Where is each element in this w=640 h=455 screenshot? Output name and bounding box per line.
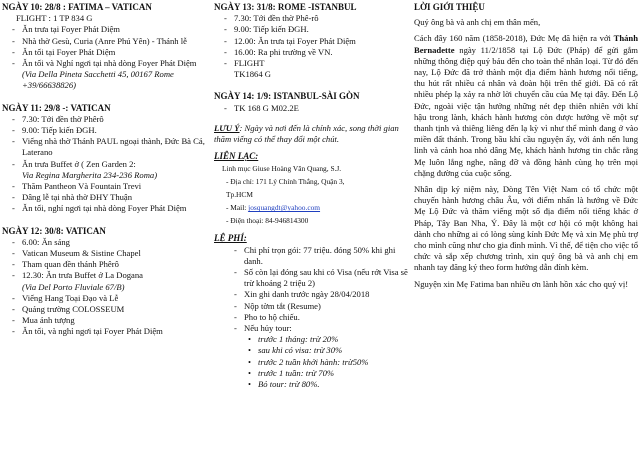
list-item: • Bỏ tour: trừ 80%.: [248, 379, 409, 390]
day12-section: [2, 226, 207, 338]
day12-address: (Via Del Porto Fluviale 67/B): [22, 281, 125, 292]
intro-paragraph-1: [414, 33, 638, 179]
cancel-list: [244, 334, 409, 390]
contact-heading: LIÊN LẠC:: [214, 151, 259, 162]
list-item: - Mua ảnh tượng: [12, 315, 207, 326]
cancel-label: Nếu hủy tour:: [244, 323, 292, 334]
day11-address: Via Regina Margherita 234-236 Roma): [22, 169, 158, 180]
day12-heading: NGÀY 12: 30/8: VATICAN: [2, 225, 106, 236]
list-item: • trước 1 tháng: trừ 20%: [248, 334, 409, 345]
list-item: - Tham quan đền thánh Phêrô: [12, 259, 207, 270]
day14-list: [214, 103, 409, 114]
day12-list-2: [2, 293, 207, 338]
day11-section: [2, 103, 207, 215]
day10-address: (Via Della Pineta Sacchetti 45, 00167 Rome +39/66638826): [22, 69, 174, 91]
list-item: - 12.30: Ăn trưa Buffet ở La Dogana: [12, 270, 207, 281]
list-item: - 7.30: Tới đền thờ Phê-rô: [224, 13, 409, 24]
intro-text: ngày 11/2/1858 tại Lộ Đức (Pháp) để gửi gắm những thông điệp quý báu đến cho toàn thể nhân loại. Từ đó đến nay, Lộ Đức đã trở thành một địa điểm hành hương nổi tiếng, thu hút rất nhiều cá nhân và đoàn hội trên thế giới. Đã có rất nhiều phép lạ xảy ra nhờ lời chuyển cầu của Mẹ tại đây. Đến Lộ Đức, ngoài việc tận hưởng những nét đẹp thiên nhiên với khí hậu trong lành, khách hành hương còn được hướng về một sự thanh tịnh và thiêng liêng đến lạ kỳ vì như thể mình đang ở vào miền đất thánh. Trong bầu khí cầu nguyện ấy, với ánh nến lung linh và cảnh hoa nhỏ dâng Mẹ, khách hành hương tin chắc rằng Mẹ luôn lắng nghe, nâng đỡ và đồng hành cùng họ trên mọi chặng đường của cuộc sống.: [414, 44, 638, 178]
intro-paragraph-2: Nhân dịp kỷ niệm này, Dòng Tên Việt Nam có tổ chức một chuyến hành hương châu Âu, với điểm nhấn là hướng về Đức Mẹ Lộ Đức và thăm viếng một số địa điểm nổi tiếng khác ở Pháp, Tây Ban Nha, Ý. Đây là một cơ hội có một không hai dành cho những ai có lòng sùng kính Đức Mẹ và xin Mẹ phù trợ cho mình cũng như cho gia đình mình. Vì thế, để tiện cho việc tổ chức và sắp xếp chương trình, xin quý ông bà và anh chị em nhanh tay đăng ký theo form hướng dẫn đính kèm.: [414, 184, 638, 273]
intro-text: Cách đây 160 năm (1858-2018), Đức Mẹ đã hiện ra với: [414, 33, 614, 44]
list-item: - 9.00: Tiếp kiến ĐGH.: [224, 24, 409, 35]
intro-paragraph-3: Nguyện xin Mẹ Fatima ban nhiều ơn lành hồn xác cho quý vị!: [414, 278, 629, 289]
list-item: - Dâng lễ tại nhà thờ ĐHY Thuận: [12, 192, 207, 203]
contact-block: [214, 162, 409, 227]
fee-heading: LỆ PHÍ:: [214, 233, 247, 244]
list-item: - Ăn tối tại Foyer Phát Diệm: [12, 47, 207, 58]
list-item: - Viếng Hang Toại Đạo và Lễ: [12, 293, 207, 304]
day10-list: [2, 24, 207, 69]
list-item: - Số còn lại đóng sau khi có Visa (nếu rớt Visa sẽ trừ khoảng 2 triệu 2): [234, 267, 409, 289]
day11-heading: NGÀY 11: 29/8 -: VATICAN: [2, 102, 111, 113]
list-item: - TK 168 G M02.2E: [224, 103, 409, 114]
list-item: • trước 1 tuần: trừ 70%: [248, 368, 409, 379]
list-item: - Nhà thờ Gesù, Curia (Anre Phú Yên) - Thánh lễ: [12, 36, 207, 47]
day12-list: [2, 237, 207, 282]
day10-section: [2, 2, 207, 92]
day13-heading: NGÀY 13: 31/8: ROME -ISTANBUL: [214, 2, 357, 12]
list-item: • sau khi có visa: trừ 30%: [248, 345, 409, 356]
contact-city: Tp.HCM: [226, 190, 253, 200]
list-item: - 6.00: Ăn sáng: [12, 237, 207, 248]
list-item: - FLIGHT TK1864 G: [224, 58, 409, 80]
day14-heading: NGÀY 14: 1/9: ISTANBUL-SÀI GÒN: [214, 91, 360, 102]
contact-address: 171 Lý Chính Thắng, Quận 3,: [255, 177, 345, 187]
intro-heading: LỜI GIỚI THIỆU: [414, 2, 485, 12]
itinerary-column-1: [2, 2, 207, 338]
day11-list: [2, 114, 207, 170]
list-item: - Ăn tối, và nghỉ ngơi tại Foyer Phát Diệm: [12, 326, 207, 337]
day10-flight: FLIGHT : 1 TP 834 G: [16, 13, 93, 24]
list-item: • trước 2 tuần khởi hành: trừ50%: [248, 357, 409, 368]
list-item: - Viếng nhà thờ Thánh PAUL ngoại thành, Đức Bà Cả, Laterano: [12, 136, 207, 158]
list-item: - Ăn trưa Buffet ở ( Zen Garden 2:: [12, 159, 207, 170]
list-item: - Ăn trưa tại Foyer Phát Diệm: [12, 24, 207, 35]
introduction-column: [414, 2, 638, 295]
list-item: [234, 323, 409, 390]
contact-mail-line: [222, 201, 409, 214]
fee-list: [214, 245, 409, 391]
note-label: LƯU Ý: [214, 122, 240, 133]
contact-name: Linh mục Giuse Hoàng Văn Quang, S.J.: [222, 164, 342, 174]
list-item: - 16.00: Ra phi trường về VN.: [224, 47, 409, 58]
saint-name: Thánh Bernadette: [414, 33, 638, 55]
list-item: - Ăn tối và Nghỉ ngơi tại nhà dòng Foyer Phát Diệm: [12, 58, 207, 69]
intro-greeting: Quý ông bà và anh chị em thân mến,: [414, 17, 541, 28]
list-item: - Quảng trường COLOSSEUM: [12, 304, 207, 315]
list-item: - Vatican Museum & Sistine Chapel: [12, 248, 207, 259]
list-item: - Xin ghi danh trước ngày 28/04/2018: [234, 289, 409, 300]
contact-mail-link[interactable]: josquangdt@yahoo.com: [248, 203, 321, 213]
contact-address-line: [222, 175, 409, 188]
list-item: - Pho to hộ chiếu.: [234, 312, 409, 323]
day13-list: [214, 13, 409, 80]
list-item: - 9.00: Tiếp kiến ĐGH.: [12, 125, 207, 136]
day13-section: [214, 2, 409, 80]
day14-section: [214, 91, 409, 113]
list-item: - 12.00: Ăn trưa tại Foyer Phát Diệm: [224, 36, 409, 47]
list-item: - Thăm Pantheon Và Fountain Trevi: [12, 181, 207, 192]
itinerary-column-2: [214, 2, 409, 390]
contact-address-label: - Địa chỉ:: [226, 177, 256, 187]
contact-phone: - Điện thoại: 84-946814300: [226, 216, 309, 226]
list-item: - Nộp tờm tắt (Resume): [234, 301, 409, 312]
contact-mail-label: - Mail:: [226, 203, 249, 213]
list-item: - Ăn tối, nghỉ ngơi tại nhà dòng Foyer Phát Diệm: [12, 203, 207, 214]
day11-list-2: [2, 181, 207, 215]
list-item: - Chi phí trọn gói: 77 triệu. đóng 50% khi ghi danh.: [234, 245, 409, 267]
day10-heading: NGÀY 10: 28/8 : FATIMA – VATICAN: [2, 2, 152, 12]
list-item: - 7.30: Tới đền thờ Phêrô: [12, 114, 207, 125]
note-text: : Ngày và nơi đến là chính xác, song thời gian thăm viếng có thể thay đổi một chút.: [214, 122, 399, 145]
note: [214, 123, 409, 145]
